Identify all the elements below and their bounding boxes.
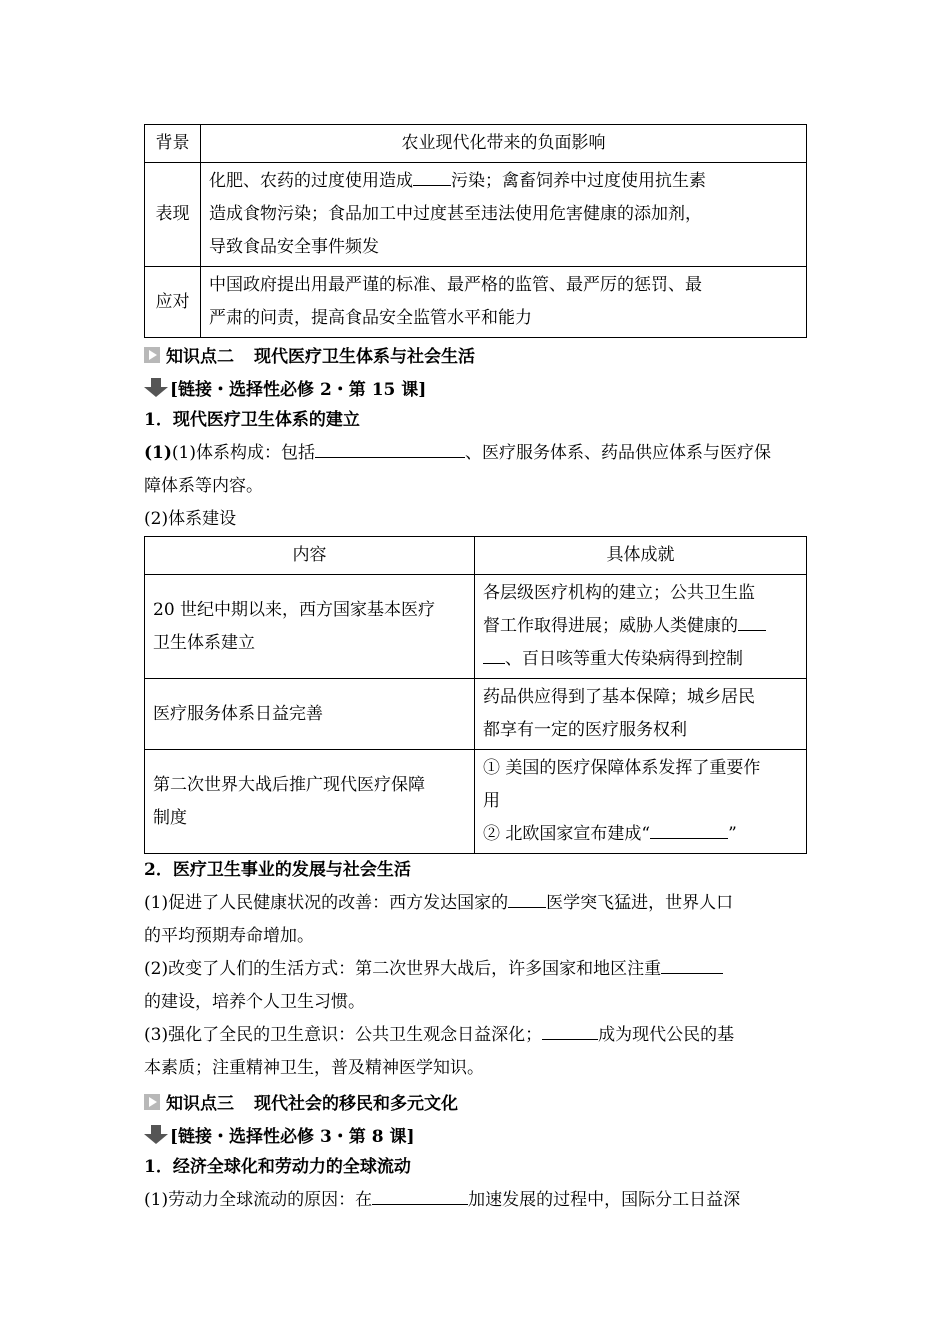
knowledge-point-heading: 知识点三 现代社会的移民和多元文化 [144, 1085, 807, 1118]
agriculture-table [144, 124, 807, 338]
fill-blank[interactable] [542, 1019, 598, 1040]
paragraph-cont: 本素质；注重精神卫生，普及精神医学知识。 [144, 1058, 484, 1078]
fill-blank[interactable] [315, 437, 465, 458]
header-label: 背景 [145, 125, 201, 163]
section-heading: 1．现代医疗卫生体系的建立 [144, 410, 360, 430]
section-heading: 1．经济全球化和劳动力的全球流动 [144, 1157, 411, 1177]
table-header-row: 内容 具体成就 [145, 537, 807, 575]
fill-blank[interactable] [413, 165, 451, 186]
fill-blank[interactable] [508, 887, 546, 908]
paragraph: (3)强化了全民的卫生意识：公共卫生观念日益深化； 成为现代公民的基 [144, 1019, 807, 1052]
down-arrow-icon [144, 378, 168, 398]
paragraph: (2)改变了人们的生活方式：第二次世界大战后，许多国家和地区注重 [144, 953, 807, 986]
table-row: 医疗服务体系日益完善 药品供应得到了基本保障；城乡居民 都享有一定的医疗服务权利 [145, 679, 807, 750]
textbook-link: [链接・选择性必修 3・第 8 课] [144, 1118, 807, 1151]
document-page [144, 124, 807, 1217]
paragraph: (2)体系建设 [144, 509, 237, 529]
textbook-link: [链接・选择性必修 2・第 15 课] [144, 371, 807, 404]
table-row [145, 267, 807, 338]
fill-blank[interactable] [372, 1184, 468, 1205]
play-triangle-icon [144, 347, 160, 363]
section-heading: 2．医疗卫生事业的发展与社会生活 [144, 860, 411, 880]
fill-blank[interactable] [650, 818, 728, 839]
knowledge-point-heading: 知识点二 现代医疗卫生体系与社会生活 [144, 338, 807, 371]
paragraph: (1)(1)体系构成：包括 、医疗服务体系、药品供应体系与医疗保 [144, 437, 807, 470]
header-content: 农业现代化带来的负面影响 [201, 125, 807, 163]
paragraph-cont: 的建设，培养个人卫生习惯。 [144, 992, 365, 1012]
table-header-row [145, 125, 807, 163]
row-content: 化肥、农药的过度使用造成 污染；禽畜饲养中过度使用抗生素 造成食物污染；食品加工中过度甚至违法使用危害健康的添加剂， 导致食品安全事件频发 [201, 163, 807, 267]
row-content: 中国政府提出用最严谨的标准、最严格的监管、最严厉的惩罚、最 严肃的问责，提高食品安全监管水平和能力 [201, 267, 807, 338]
row-label: 表现 [145, 163, 201, 267]
healthcare-table [144, 536, 807, 854]
fill-blank[interactable] [661, 953, 723, 974]
table-row: 第二次世界大战后推广现代医疗保障 制度 ① 美国的医疗保障体系发挥了重要作 用 ② 北欧国家宣布建成“ ” [145, 750, 807, 854]
paragraph: (1)促进了人民健康状况的改善：西方发达国家的 医学突飞猛进，世界人口 [144, 887, 807, 920]
paragraph: (1)劳动力全球流动的原因：在 加速发展的过程中，国际分工日益深 [144, 1184, 807, 1217]
table-row [145, 163, 807, 267]
table-row: 20 世纪中期以来，西方国家基本医疗 卫生体系建立 各层级医疗机构的建立；公共卫生监 督工作取得进展；威胁人类健康的 、百日咳等重大传染病得到控制 [145, 575, 807, 679]
play-triangle-icon [144, 1094, 160, 1110]
paragraph-cont: 障体系等内容。 [144, 476, 263, 496]
down-arrow-icon [144, 1125, 168, 1145]
paragraph-cont: 的平均预期寿命增加。 [144, 926, 314, 946]
fill-blank[interactable] [483, 643, 505, 664]
row-label: 应对 [145, 267, 201, 338]
fill-blank[interactable] [738, 610, 766, 631]
